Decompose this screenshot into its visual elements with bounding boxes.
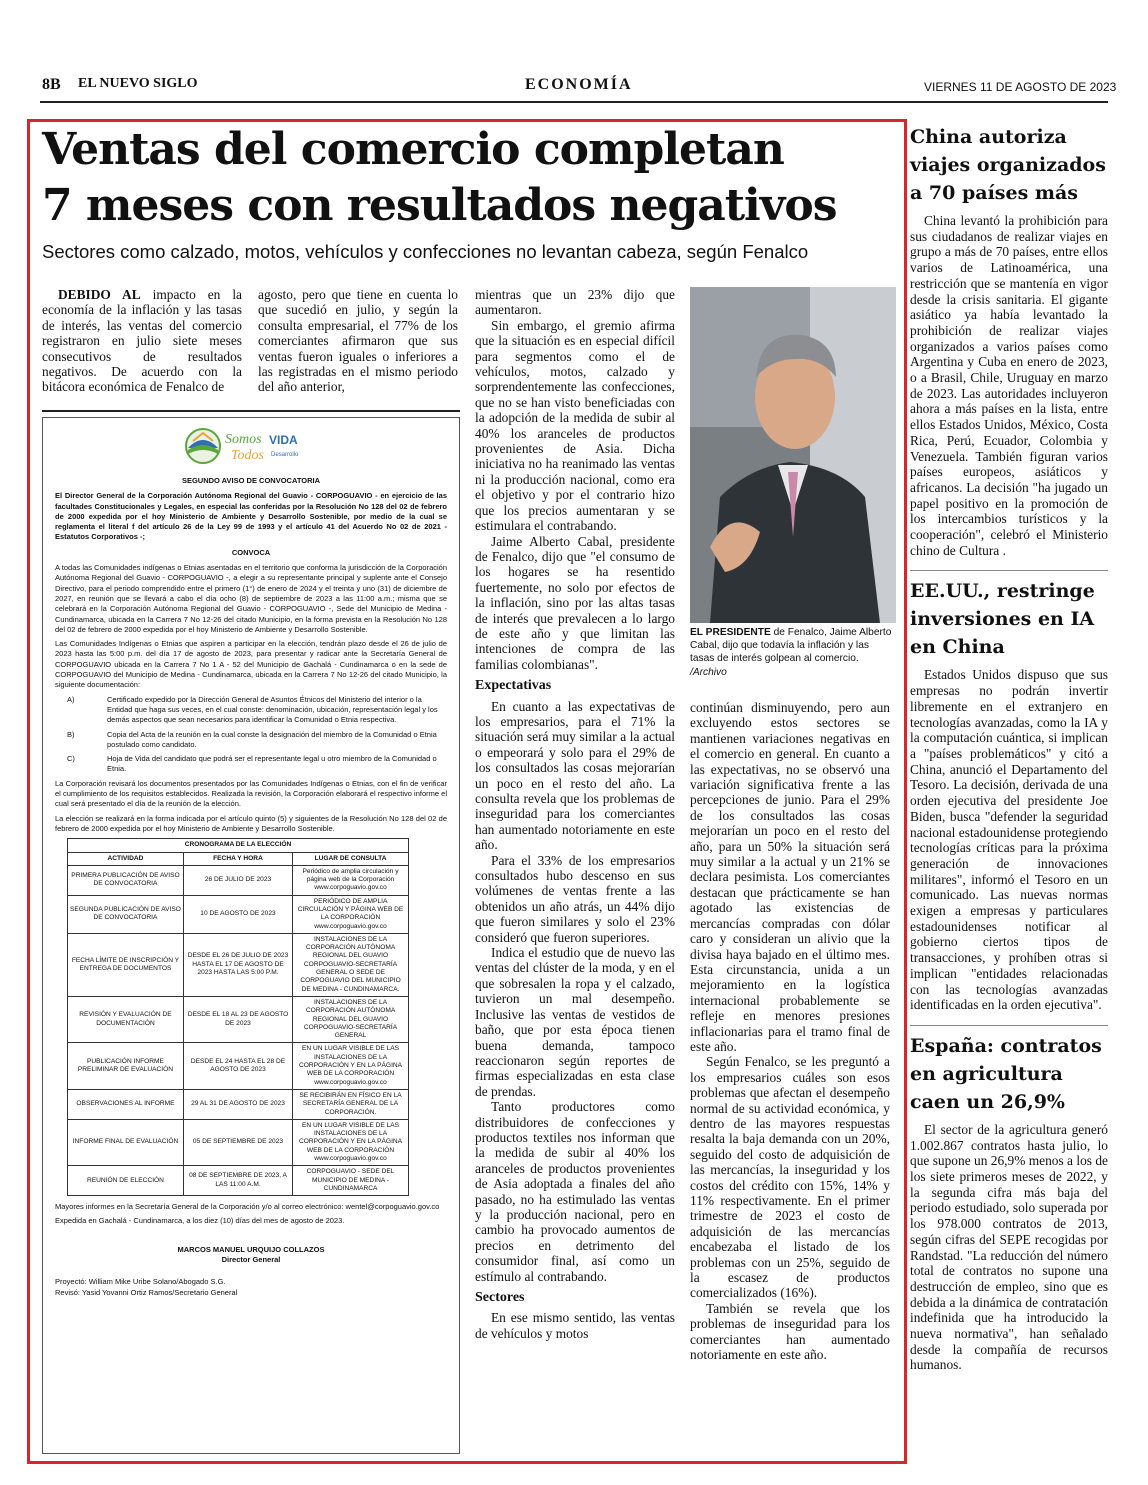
schedule-table	[67, 838, 409, 1196]
signer-name: MARCOS MANUEL URQUIJO COLLAZOS	[177, 1244, 325, 1254]
article-subtitle: Sectores como calzado, motos, vehículos y confecciones no levantan cabeza, según Fenalco	[42, 241, 809, 262]
logo-text-2: Todos	[231, 448, 264, 463]
caption-text: de Fenalco, Jaime Alberto Cabal, dijo que todavía la inflación y las tasas de interés golpean al comercio.	[690, 627, 892, 665]
notice-paragraph: A todas las Comunidades indígenas o Etnias asentadas en el territorio que conforma la jurisdicción de la Corporación Autónoma Regional del Guavio - CORPOGUAVIO -, a elegir a su representante principal y suplente ante el Consejo Directivo, para el periodo comprendido entre el primero (1°) de enero de 2024 y el treinta y uno (31) de diciembre de 2027, en reunión que se llevará a cabo el día ocho (8) de septiembre de 2023 a las 11:00 a.m.; misma que se celebrará en la Corporación Autónoma Regional del Guavio - CORPOGUAVIO -, Sede del Municipio de Medina - Cundinamarca, ubicada en la Carrera 7 No 12-26 del citado Municipio, en la forma prevista en la Resolución No 128 del 02 de febrero de 2000 expedida por el hoy Ministerio de Ambiente y Desarrollo Sostenible.	[55, 563, 447, 634]
notice-list-item: B) Copia del Acta de la reunión en la cual conste la designación del miembro de la Comunidad o Etnia postulado como candidato.	[67, 729, 437, 749]
notice-convoca: CONVOCA	[231, 547, 271, 557]
projected-by: Proyectó: William Mike Uribe Solano/Abogado S.G.	[55, 1277, 226, 1287]
article-column-1	[42, 287, 242, 395]
headline-line-1: Ventas del comercio completan	[42, 124, 784, 175]
photo-caption	[690, 626, 896, 679]
notice-list-item: A) Certificado expedido por la Dirección General de Asuntos Étnicos del Ministerio del interior o la Entidad que haga sus veces, en el cual conste: denominación, ubicación, representación legal y los demás aspectos que sean necesarios para identificar la Comunidad o Etnia respectiva.	[67, 694, 438, 725]
sidebar-briefs	[910, 123, 1108, 1373]
brief-title-usa: EE.UU., restringe inversiones en IA en China	[910, 580, 1095, 659]
notice-top-rule	[42, 410, 460, 412]
section-name: ECONOMÍA	[525, 76, 633, 93]
col2-text: agosto, pero que tiene en cuenta lo que sucedió en julio, y según la consulta empresarial, el 77% de los comerciantes afirmaron que sus ventas fueron iguales o inferiores a las registradas en el mismo periodo del año anterior,	[258, 287, 458, 395]
table-title: CRONOGRAMA DE LA ELECCIÓN	[68, 839, 409, 852]
table-header: ACTIVIDAD	[68, 852, 184, 865]
table-row: OBSERVACIONES AL INFORME 29 AL 31 DE AGOSTO DE 2023 SE RECIBIRÁN EN FÍSICO EN LA SECRETARÍA GENERAL DE LA CORPORACIÓN.	[68, 1089, 409, 1119]
subheading-sectores: Sectores	[475, 1290, 525, 1305]
logo-text-4: Desarrollo	[271, 452, 299, 458]
table-row: PUBLICACIÓN INFORME PRELIMINAR DE EVALUACIÓN DESDE EL 24 HASTA EL 28 DE AGOSTO DE 2023 EN UN LUGAR VISIBLE DE LAS INSTALACIONES DE LA CORPORACIÓN Y EN LA PÁGINA WEB DE LA CORPORACIÓN www.corpoguavio.gov.co	[68, 1043, 409, 1089]
brief-title-china: China autoriza viajes organizados a 70 países más	[910, 126, 1106, 204]
header-rule	[40, 101, 1108, 103]
reviewed-by: Revisó: Yasid Yovanni Ortiz Ramos/Secretario General	[55, 1287, 238, 1297]
newspaper-name: EL NUEVO SIGLO	[78, 76, 198, 91]
table-row: REUNIÓN DE ELECCIÓN 08 DE SEPTIEMBRE DE 2023, A LAS 11:00 A.M. CORPOGUAVIO - SEDE DEL MUNICIPIO DE MEDINA - CUNDINAMARCA	[68, 1166, 409, 1196]
table-row: FECHA LÍMITE DE INSCRIPCIÓN Y ENTREGA DE DOCUMENTOS DESDE EL 26 DE JULIO DE 2023 HASTA EL 17 DE AGOSTO DE 2023 HASTA LAS 5:00 P.M. INSTALACIONES DE LA CORPORACIÓN AUTÓNOMA REGIONAL DEL GUAVIO CORPOGUAVIO-SECRETARÍA GENERAL O SEDE DE CORPOGUAVIO DEL MUNICIPIO DE MEDINA - CUNDINAMARCA.	[68, 933, 409, 996]
lead-in: DEBIDO AL	[58, 287, 141, 302]
caption-credit: /Archivo	[690, 666, 727, 678]
notice-contact: Mayores informes en la Secretaría General de la Corporación y/o al correo electrónico: wentel@corpoguavio.gov.co	[55, 1202, 440, 1212]
notice-intro: El Director General de la Corporación Autónoma Regional del Guavio - CORPOGUAVIO - en ejercicio de las facultades Constitucionales y Legales, en especial las conferidas por la Resolución No 128 del 02 de febrero de 2000 expedida por el hoy Ministerio de Ambiente y Desarrollo Sostenible, por medio de la cual se reglamenta el literal f del artículo 26 de la Ley 99 de 1993 y el artículo 41 del Acuerdo No 02 de 2021 - Estatutos Corporativos -;	[55, 491, 447, 542]
table-row: SEGUNDA PUBLICACIÓN DE AVISO DE CONVOCATORIA 10 DE AGOSTO DE 2023 PERIÓDICO DE AMPLIA CIRCULACIÓN Y PÁGINA WEB DE LA CORPORACIÓN www.corpoguavio.gov.co	[68, 895, 409, 933]
notice-date: Expedida en Gachalá - Cundinamarca, a los diez (10) días del mes de agosto de 2023.	[55, 1216, 345, 1226]
notice-paragraph: La Corporación revisará los documentos presentados por las Comunidades Indígenas o Etnias, con el fin de verificar el cumplimiento de los requisitos establecidos. Realizada la revisión, la Corporación elaborará el respectivo informe el cual será presentado el día de la reunión de la elección.	[55, 778, 447, 809]
corpoguavio-logo	[55, 426, 447, 466]
brief-divider	[910, 570, 1108, 571]
logo-text-1: Somos	[225, 432, 262, 447]
public-notice	[42, 417, 460, 1454]
brief-text-china: China levantó la prohibición para sus ciudadanos de realizar viajes en grupo a más de 70 países, entre ellos varios de Latinoamérica, una restricción que se mantenía en vigor desde la crisis sanitaria. El gigante asiático ya había levantado la prohibición de realizar viajes organizados a varios países como Argentina y Cuba en enero de 2023, o a Brasil, Chile, Uruguay en marzo de 2023. Las autoridades incluyeron ahora a más países en la lista, entre ellos Estados Unidos, México, Costa Rica, Perú, Ecuador, Colombia y Venezuela. También figuran varios países europeos, asiáticos y africanos. La decisión "ha jugado un papel positivo en la promoción de los intercambios turísticos y la cooperación", celebró el Ministerio chino de Cultura .	[910, 213, 1108, 558]
issue-date: VIERNES 11 DE AGOSTO DE 2023	[924, 80, 1117, 94]
article-column-4: continúan disminuyendo, pero aun excluyendo estos sectores se mantienen variaciones negativas en el comercio en general. En cuanto a las expectativas, no se observó una variación significativa frente a las percepciones de junio. Para el 29% de los consultados las cosas mejorarían un poco en el resto del año, para un 50% la situación será muy similar a la actual y un 21% se declara pesimista. Los comerciantes destacan que prácticamente se han agotado las existencias de mercancías compradas con dólar caro y consideran un alivio que la divisa haya bajado en el último mes. Esta circunstancia, unida a un mejoramiento en la logística internacional probablemente se refleje en menores presiones inflacionarias para el tramo final de este año. Según Fenalco, se les preguntó a los empresarios cuáles son esos problemas que afectan el desempeño normal de su actividad económica, y dentro de las mayores respuestas resalta la baja demanda con un 20%, seguido del costo de adquisición de las mercancías, la inseguridad y los costos del crédito con 15%, 14% y 11% respectivamente. En el primer trimestre de 2023 el costo de adquisición de las mercancías encabezaba el listado de los problemas con un 25%, seguido de la escasez de productos comercializados (16%). También se revela que los problemas de inseguridad para los comerciantes han aumentado notoriamente en este año.	[690, 700, 890, 1363]
notice-paragraph: Las Comunidades Indígenas o Etnias que aspiren a participar en la elección, tendrán plazo desde el 26 de julio de 2023 hasta las 5:00 p.m. del día 17 de agosto de 2023, para presentar y radicar ante la Secretaría General de CORPOGUAVIO ubicada en la Carrera 7 No 1 A - 52 del Municipio de Gachalá - Cundinamarca o en la sede de CORPOGUAVIO del Municipio de Medina - Cundinamarca, ubicada en la Carrera 7 No 12-26 del citado Municipio, la siguiente documentación:	[55, 639, 447, 690]
signer-role: Director General	[221, 1255, 281, 1265]
page-number: 8B	[42, 76, 61, 93]
table-row: PRIMERA PUBLICACIÓN DE AVISO DE CONVOCATORIA 26 DE JULIO DE 2023 Periódico de amplia circulación y página web de la Corporación www.corpoguavio.gov.co	[68, 865, 409, 895]
col1-text: impacto en la economía de la inflación y las tasas de interés, las ventas del comercio registraron en julio siete meses consecutivos de resultados negativos. De acuerdo con la bitácora económica de Fenalco de	[42, 287, 242, 395]
notice-heading: SEGUNDO AVISO DE CONVOCATORIA	[181, 476, 321, 485]
brief-divider	[910, 1025, 1108, 1026]
notice-paragraph: La elección se realizará en la forma indicada por el artículo quinto (5) y siguientes de la Resolución No 128 del 02 de febrero de 2000 expedida por el hoy Ministerio de Ambiente y Desarrollo Sostenible.	[55, 813, 447, 833]
article-column-2	[258, 287, 458, 395]
article-headline	[42, 122, 902, 234]
brief-title-spain: España: contratos en agricultura caen un 26,9%	[910, 1034, 1102, 1113]
brief-text-spain: El sector de la agricultura generó 1.002.867 contratos hasta julio, lo que supone un 26,9% menos a los de los siete primeros meses de 2022, y la segunda cifra más baja del periodo estudiado, solo superada por los 978.000 contratos de 2013, según cifras del SEPE recogidas por Randstad. "La reducción del número total de contratos no supone una destrucción de empleo, sino que es debida a la dinámica de contratación indefinida que ha introducido la nueva normativa", han señalado desde la compañía de recursos humanos.	[910, 1121, 1108, 1373]
logo-text-3: VIDA	[269, 433, 298, 447]
president-photo	[690, 287, 896, 623]
headline-line-2: 7 meses con resultados negativos	[42, 180, 837, 231]
subheading-expectativas: Expectativas	[475, 678, 552, 694]
notice-list-item: C) Hoja de Vida del candidato que podrá ser el representante legal u otro miembro de la Comunidad o Etnia.	[67, 754, 437, 774]
table-header: FECHA Y HORA	[183, 852, 292, 865]
table-header: LUGAR DE CONSULTA	[293, 852, 409, 865]
table-row: INFORME FINAL DE EVALUACIÓN 05 DE SEPTIEMBRE DE 2023 EN UN LUGAR VISIBLE DE LAS INSTALACIONES DE LA CORPORACIÓN Y EN LA PÁGINA WEB DE LA CORPORACIÓN www.corpoguavio.gov.co	[68, 1119, 409, 1165]
brief-text-usa: Estados Unidos dispuso que sus empresas no podrán invertir libremente en el extranjero en tecnologías avanzadas, como la IA y la computación cuántica, si implican a "países problemáticos" y citó a China, anunció el Departamento del Tesoro. La decisión, derivada de una orden ejecutiva del presidente Joe Biden, busca "defender la seguridad nacional estadounidense protegiendo tecnologías críticas para la próxima generación de innovaciones militares", informó el Tesoro en un comunicado. Las nuevas normas exigen a empresas y particulares estadounidenses notificar al gobierno ciertos tipos de transacciones, y prohíben otras si implican "entidades relacionadas con las tecnologías avanzadas identificadas en la orden ejecutiva".	[910, 667, 1108, 1013]
table-row: REVISIÓN Y EVALUACIÓN DE DOCUMENTACIÓN DESDE EL 18 AL 23 DE AGOSTO DE 2023 INSTALACIONES DE LA CORPORACIÓN AUTÓNOMA REGIONAL DEL GUAVIO CORPOGUAVIO-SECRETARÍA GENERAL	[68, 996, 409, 1042]
caption-lead: EL PRESIDENTE	[690, 627, 771, 638]
article-column-3: mientras que un 23% dijo que aumentaron. Sin embargo, el gremio afirma que la situación es en especial difícil para segmentos como el de vehículos, motos, calzado y sorprendentemente las confecciones, que no se han visto beneficiadas con la adopción de la medida de subir al 40% los aranceles de productos provenientes de Asia. Dicha iniciativa no ha reanimado las ventas ni la producción nacional, como era el objetivo y por el contrario hizo que los precios aumentaran y se estimulara el contrabando. Jaime Alberto Cabal, presidente de Fenalco, dijo que "el consumo de los hogares se ha resentido fuertemente, no solo por efectos de la inflación, sino por las altas tasas de interés que prevalecen a lo largo de este año y que limitan las intenciones de compra de las familias colombianas". Expectativas En cuanto a las expectativas de los empresarios, para el 71% la situación será muy similar a la actual o empeorará y solo para el 29% de los consultados las cosas mejorarían un poco en el resto del año. La consulta revela que los problemas de inseguridad para los comerciantes han aumentado notoriamente en este año. Para el 33% de los empresarios consultados hubo descenso en sus volúmenes de ventas frente a las obtenidos un año atrás, un 44% dijo que fueron similares y solo el 23% consideró que fueron superiores. Indica el estudio que de nuevo las ventas del clúster de la moda, y en el que sobresalen la ropa y el calzado, tuvieron un mal desempeño. Inclusive las ventas de vestidos de baño, que por esta época tienen buena demanda, tampoco reaccionaron según reportes de firmas especializadas en esta clase de prendas. Tanto productores como distribuidores de confecciones y productos textiles nos informan que la medida de subir al 40% los aranceles de productos provenientes de Asia adoptada a finales del año pasado, no ha estimulado las ventas y la producción nacional, pero en cambio ha provocado aumentos de precios en detrimento del consumidor final, así como un estímulo al contrabando. Sectores En ese mismo sentido, las ventas de vehículos y motos	[475, 287, 675, 1341]
